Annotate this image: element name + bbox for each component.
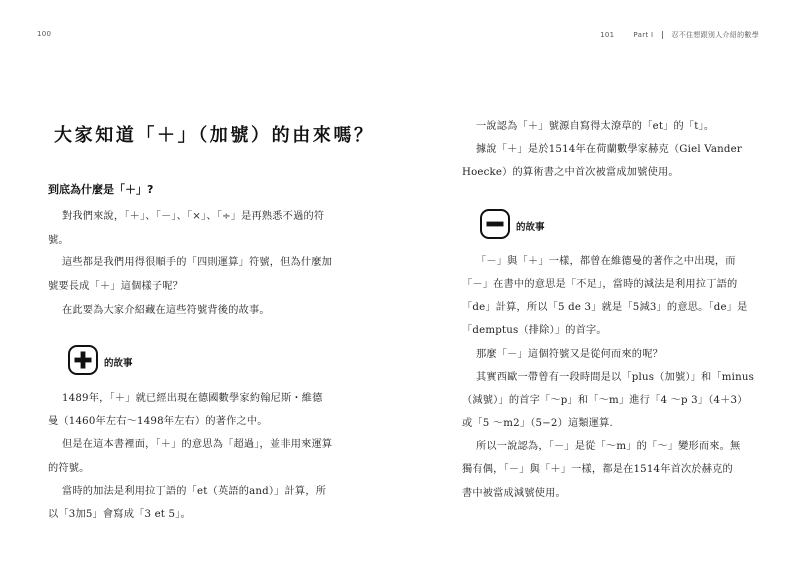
minus-story-line: 「de」計算，所以「5 de 3」就是「5減3」的意思。「de」是 (462, 302, 748, 313)
minus-story-line: 所以一說認為，「－」是從「～m」的「～」變形而來。無 (476, 441, 741, 452)
minus-icon (480, 209, 510, 239)
plus-cont-line: 一說認為「＋」號源自寫得太潦草的「et」的「t」。 (476, 121, 715, 132)
minus-story-line: 「－」與「＋」一樣，都曾在維德曼的著作之中出現，而 (476, 256, 736, 267)
plus-story-line: 當時的加法是利用拉丁語的「et（英語的and）」計算，所 (62, 486, 327, 497)
plus-story-line: 的符號。 (48, 463, 90, 474)
right-page (400, 0, 799, 588)
part-label: Part Ⅰ (633, 31, 654, 39)
plus-cont-line: Hoecke）的算術書之中首次被當成加號使用。 (462, 167, 679, 178)
minus-story-line: 書中被當成減號使用。 (462, 488, 566, 499)
minus-story-line: 「－」在書中的意思是「不足」，當時的減法是利用拉丁語的 (462, 279, 738, 290)
plus-story-line: 以「3加5」會寫成「3 et 5」。 (48, 509, 191, 520)
intro-line: 這些都是我們用得很順手的「四則運算」符號，但為什麼加 (62, 257, 333, 268)
intro-line: 在此要為大家介紹藏在這些符號背後的故事。 (62, 305, 270, 316)
plus-story-line: 曼（1460年左右～1498年左右）的著作之中。 (48, 416, 268, 427)
intro-line: 號要長成「＋」這個樣子呢？ (48, 281, 184, 292)
minus-story-line: （減號）」的首字「～p」和「～m」進行「4 ～p 3」（4＋3） (462, 395, 748, 406)
page-number-left: 100 (37, 30, 52, 38)
minus-story-line: 那麼「－」這個符號又是從何而來的呢？ (476, 349, 663, 360)
minus-story-label: 的故事 (516, 222, 545, 233)
running-header (600, 30, 759, 40)
plus-cont-line: 據說「＋」是於1514年在荷蘭數學家赫克（Giel Vander (476, 144, 742, 155)
plus-story-heading (68, 345, 133, 375)
header-divider (662, 31, 663, 39)
plus-icon (68, 345, 98, 375)
minus-story-line: 其實西歐一帶曾有一段時間是以「plus（加號）」和「minus (476, 372, 755, 383)
plus-story-label: 的故事 (104, 358, 133, 369)
running-title: 忍不住想跟別人介紹的數學 (671, 31, 759, 39)
plus-story-line: 1489年，「＋」就已經出現在德國數學家約翰尼斯・維德 (62, 393, 323, 404)
intro-line: 號。 (48, 235, 69, 246)
minus-story-heading (480, 209, 545, 239)
plus-story-line: 但是在這本書裡面，「＋」的意思為「超過」，並非用來運算 (62, 439, 333, 450)
minus-story-line: 「demptus（排除）」的首字。 (462, 325, 607, 336)
page-number-right: 101 (600, 31, 615, 39)
section-heading: 到底為什麼是「＋」? (48, 183, 154, 196)
minus-story-line: 或「5 ～m2」（5−2）這類運算. (462, 418, 613, 429)
minus-story-line: 獨有偶，「－」與「＋」一樣，都是在1514年首次於赫克的 (462, 464, 733, 475)
intro-line: 對我們來說，「＋」、「－」、「×」、「÷」是再熟悉不過的符 (62, 211, 325, 222)
chapter-title: 大家知道「＋」（加號）的由來嗎？ (54, 125, 375, 146)
